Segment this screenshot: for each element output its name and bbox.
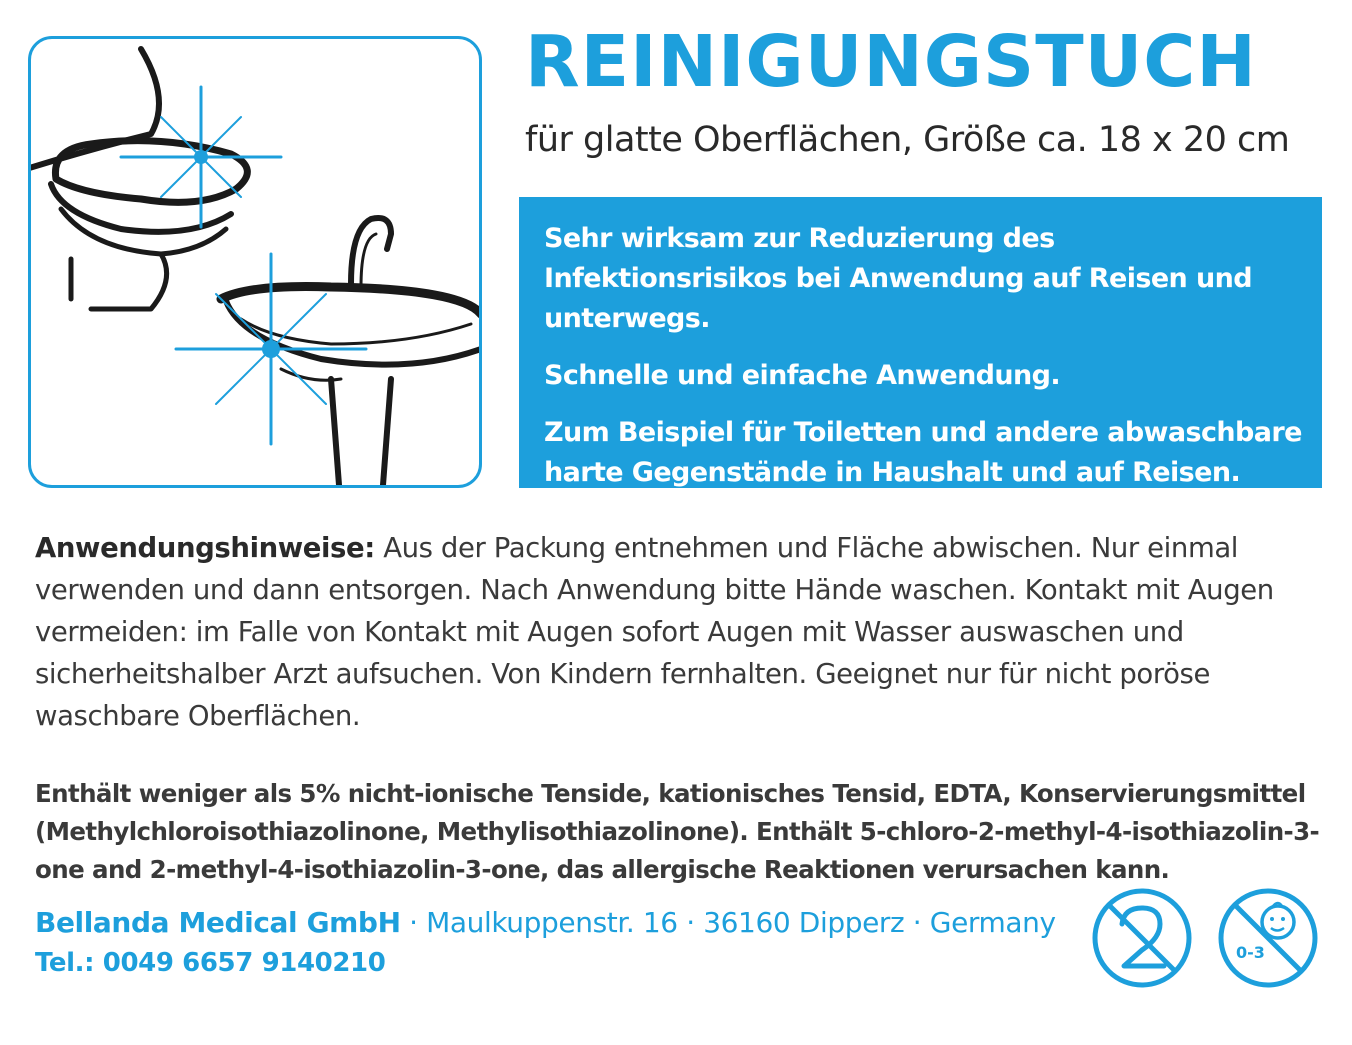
company-name: Bellanda Medical GmbH	[35, 906, 401, 939]
usage-text: Aus der Packung entnehmen und Fläche abwischen. Nur einmal verwenden und dann entsorgen. Nach Anwendung bitte Hände waschen. Kontakt mit Augen vermeiden: im Falle von Kontakt mit Augen sofort Augen mit Wasser auswaschen und sicherheitshalber Arzt aufsuchen. Von Kindern fernhalten. Geeignet nur für nicht poröse waschbare Oberflächen.	[35, 532, 1274, 732]
usage-instructions	[35, 527, 1335, 737]
product-subtitle: für glatte Oberflächen, Größe ca. 18 x 20 cm	[525, 120, 1290, 160]
do-not-reuse-icon	[1090, 886, 1194, 990]
benefit-item: Schnelle und einfache Anwendung.	[544, 360, 1061, 391]
benefits-box	[519, 197, 1322, 488]
ingredients-text: Enthält weniger als 5% nicht-ionische Tenside, kationisches Tensid, EDTA, Konservierungsmittel (Methylchloroisothiazolinone, Methylisothiazolinone). Enthält 5-chloro-2-methyl-4-isothiazolin-3-one and 2-methyl-4-isothiazolin-3-one, das allergische Reaktionen verursachen kann.	[35, 779, 1320, 884]
benefit-item: Sehr wirksam zur Reduzierung des Infektionsrisikos bei Anwendung auf Reisen und unterwegs.	[544, 223, 1252, 334]
toilet-sink-drawing	[31, 39, 479, 485]
company-phone: Tel.: 0049 6657 9140210	[35, 948, 386, 978]
company-address: · Maulkuppenstr. 16 · 36160 Dipperz · Germany	[400, 906, 1056, 939]
product-title: REINIGUNGSTUCH	[525, 20, 1257, 103]
age-label: 0-3	[1236, 943, 1265, 962]
toilet-sink-illustration	[28, 36, 482, 488]
benefit-item: Zum Beispiel für Toiletten und andere abwaschbare harte Gegenstände in Haushalt und auf Reisen.	[544, 417, 1302, 488]
not-for-children-0-3-icon	[1216, 886, 1320, 990]
company-line	[35, 906, 1056, 939]
usage-label: Anwendungshinweise:	[35, 532, 375, 564]
